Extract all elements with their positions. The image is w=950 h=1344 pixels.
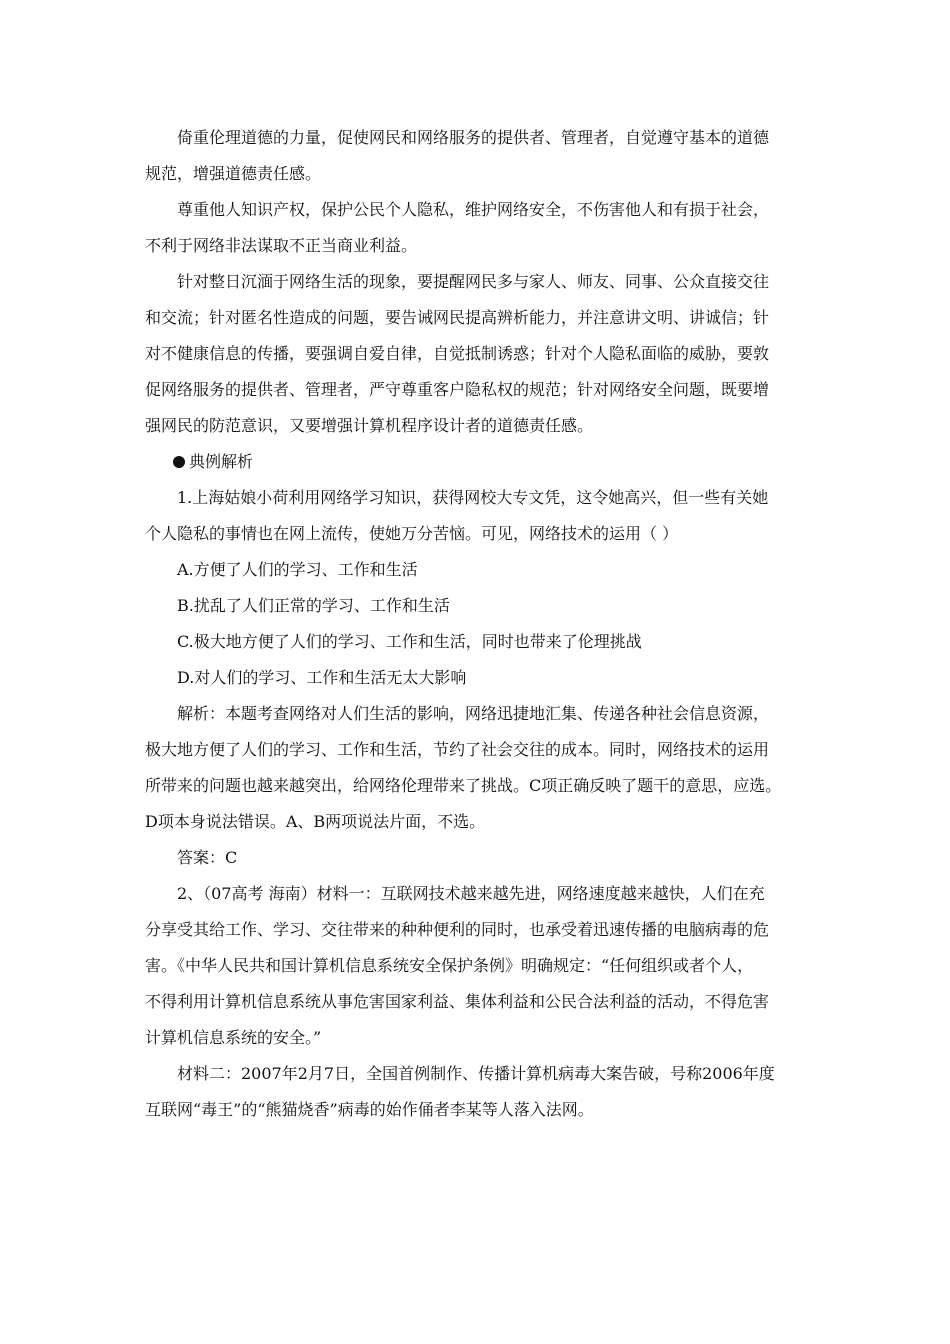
text-line: 促网络服务的提供者、管理者，严守尊重客户隐私权的规范；针对网络安全问题，既要增 xyxy=(145,380,770,399)
text-line: 强网民的防范意识，又要增强计算机程序设计者的道德责任感。 xyxy=(145,416,594,435)
option-d: D.对人们的学习、工作和生活无太大影响 xyxy=(177,668,467,687)
section-heading xyxy=(145,444,815,480)
bullet-icon xyxy=(173,456,185,468)
paragraph-guidance xyxy=(145,264,815,444)
question-2-material-1 xyxy=(145,876,815,1056)
option-a: A.方便了人们的学习、工作和生活 xyxy=(177,560,418,579)
text-line: 分享受其给工作、学习、交往带来的种种便利的同时，也承受着迅速传播的电脑病毒的危 xyxy=(145,920,770,939)
text-line: 材料二：2007年2月7日，全国首例制作、传播计算机病毒大案告破，号称2006年度 xyxy=(177,1064,775,1083)
option-c: C.极大地方便了人们的学习、工作和生活，同时也带来了伦理挑战 xyxy=(177,632,642,651)
paragraph-privacy xyxy=(145,192,815,264)
text-line: 答案：C xyxy=(177,848,238,867)
text-line: D项本身说法错误。A、B两项说法片面，不选。 xyxy=(145,812,486,831)
text-line: 倚重伦理道德的力量，促使网民和网络服务的提供者、管理者，自觉遵守基本的道德 xyxy=(177,128,770,147)
text-line: 尊重他人知识产权，保护公民个人隐私，维护网络安全，不伤害他人和有损于社会， xyxy=(177,200,770,219)
text-line: 所带来的问题也越来越突出，给网络伦理带来了挑战。C项正确反映了题干的意思，应选。 xyxy=(145,776,782,795)
text-line: 计算机信息系统的安全。” xyxy=(145,1028,322,1047)
paragraph-ethics xyxy=(145,120,815,192)
section-heading-text: 典例解析 xyxy=(189,452,254,471)
question-1-answer xyxy=(145,840,815,876)
text-line: 极大地方便了人们的学习、工作和生活，节约了社会交往的成本。同时，网络技术的运用 xyxy=(145,740,770,759)
text-line: 互联网“毒王”的“熊猫烧香”病毒的始作俑者李某等人落入法网。 xyxy=(145,1100,594,1119)
document-body xyxy=(145,120,815,1128)
text-line: 针对整日沉湎于网络生活的现象，要提醒网民多与家人、师友、同事、公众直接交往 xyxy=(177,272,770,291)
text-line: 和交流；针对匿名性造成的问题，要告诫网民提高辨析能力，并注意讲文明、讲诚信；针 xyxy=(145,308,770,327)
question-2-material-2 xyxy=(145,1056,815,1128)
text-line: 不得利用计算机信息系统从事危害国家利益、集体利益和公民合法利益的活动，不得危害 xyxy=(145,992,770,1011)
text-line: 2、（07高考 海南）材料一：互联网技术越来越先进，网络速度越来越快，人们在充 xyxy=(177,884,765,903)
text-line: 规范，增强道德责任感。 xyxy=(145,164,322,183)
question-1-stem xyxy=(145,480,815,552)
text-line: 对不健康信息的传播，要强调自爱自律，自觉抵制诱惑；针对个人隐私面临的威胁，要敦 xyxy=(145,344,770,363)
text-line: 个人隐私的事情也在网上流传，使她万分苦恼。可见，网络技术的运用（ ） xyxy=(145,524,679,543)
text-line: 不利于网络非法谋取不正当商业利益。 xyxy=(145,236,418,255)
text-line: 1.上海姑娘小荷利用网络学习知识，获得网校大专文凭，这令她高兴，但一些有关她 xyxy=(177,488,769,507)
question-1-analysis xyxy=(145,696,815,840)
text-line: 害。《中华人民共和国计算机信息系统安全保护条例》明确规定：“任何组织或者个人， xyxy=(145,956,754,975)
text-line: 解析：本题考查网络对人们生活的影响，网络迅捷地汇集、传递各种社会信息资源， xyxy=(177,704,770,723)
option-b: B.扰乱了人们正常的学习、工作和生活 xyxy=(177,596,450,615)
